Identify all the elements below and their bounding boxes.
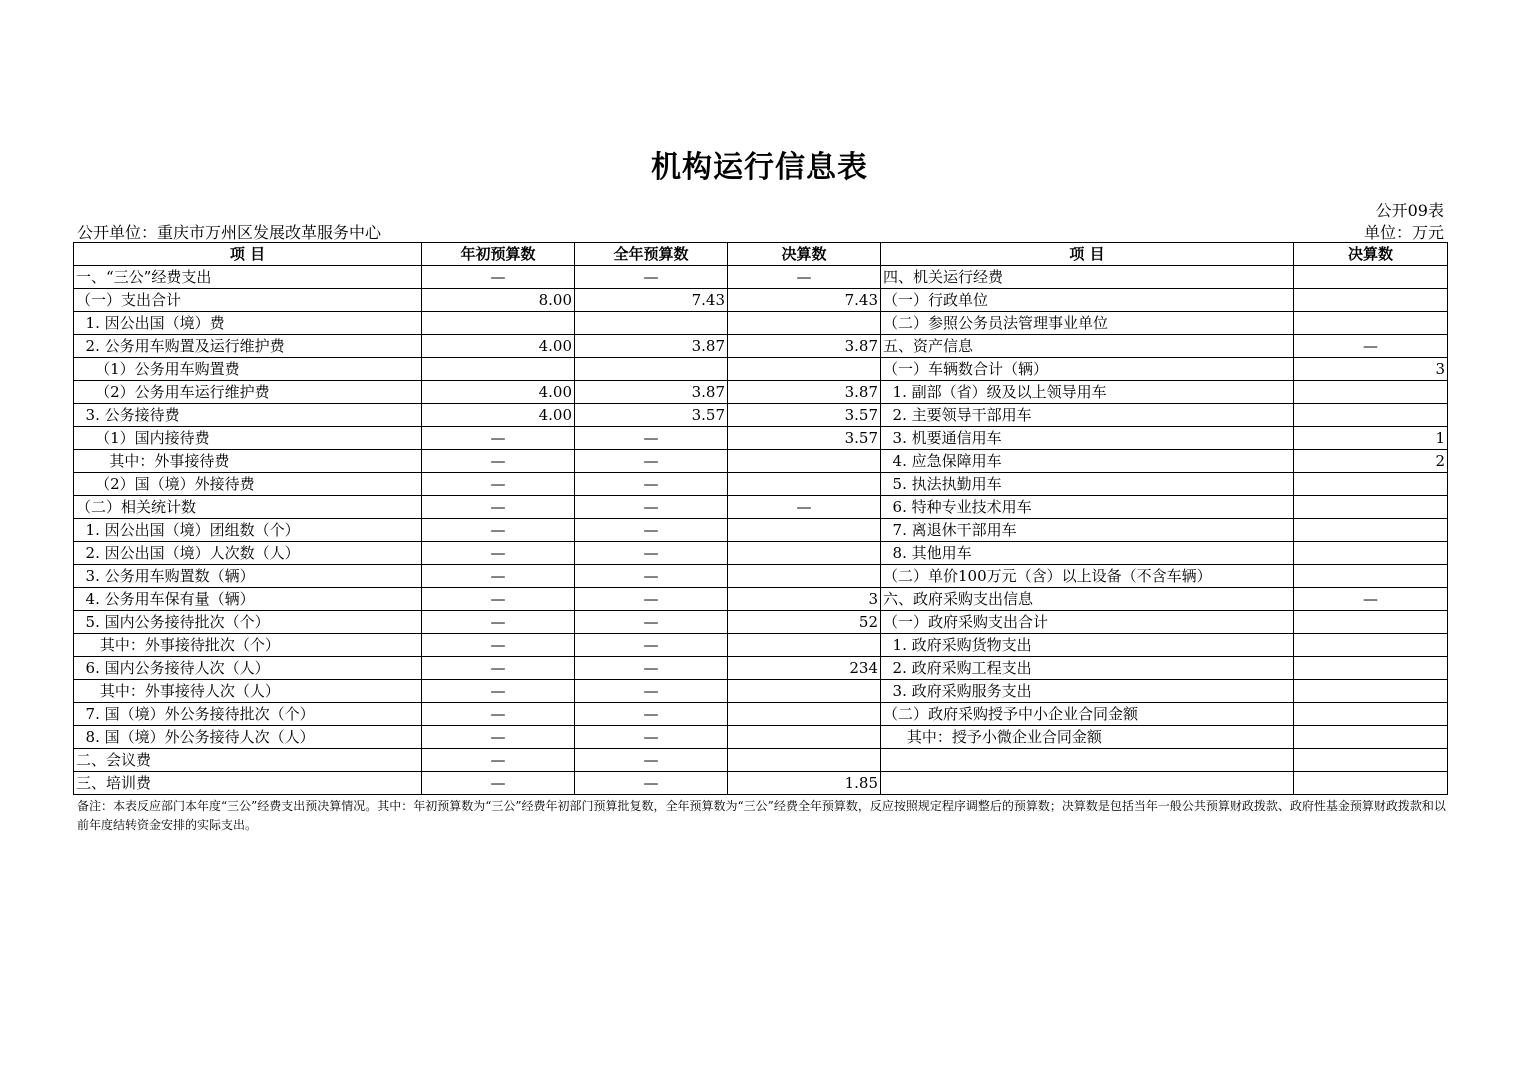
cell-final-account xyxy=(728,703,881,726)
cell-initial-budget: 8.00 xyxy=(422,289,575,312)
cell-final-account: 3.87 xyxy=(728,335,881,358)
cell-final-account-right: 1 xyxy=(1294,427,1448,450)
table-row xyxy=(74,703,1448,726)
cell-item-right: （一）政府采购支出合计 xyxy=(881,611,1294,634)
cell-item-left: 5. 国内公务接待批次（个） xyxy=(74,611,422,634)
cell-final-account: 7.43 xyxy=(728,289,881,312)
cell-final-account-right xyxy=(1294,381,1448,404)
table-row xyxy=(74,404,1448,427)
cell-final-account: 1.85 xyxy=(728,772,881,795)
cell-initial-budget: 4.00 xyxy=(422,404,575,427)
cell-initial-budget: — xyxy=(422,519,575,542)
cell-full-year-budget: 3.87 xyxy=(575,381,728,404)
cell-item-left: 其中：外事接待费 xyxy=(74,450,422,473)
cell-initial-budget: — xyxy=(422,634,575,657)
table-row xyxy=(74,565,1448,588)
cell-item-right: 1. 政府采购货物支出 xyxy=(881,634,1294,657)
footnote: 备注：本表反应部门本年度“三公”经费支出预决算情况。其中：年初预算数为“三公”经费年初部门预算批复数，全年预算数为“三公”经费全年预算数，反应按照规定程序调整后的预算数；决算数是包括当年一般公共预算财政拨款、政府性基金预算财政拨款和以前年度结转资金安排的实际支出。 xyxy=(77,799,1446,832)
cell-final-account: 234 xyxy=(728,657,881,680)
cell-item-left: 6. 国内公务接待人次（人） xyxy=(74,657,422,680)
cell-item-left: 其中：外事接待人次（人） xyxy=(74,680,422,703)
cell-final-account: 3 xyxy=(728,588,881,611)
cell-full-year-budget: — xyxy=(575,680,728,703)
cell-item-left: （二）相关统计数 xyxy=(74,496,422,519)
cell-final-account: 3.57 xyxy=(728,427,881,450)
cell-item-left: 2. 因公出国（境）人次数（人） xyxy=(74,542,422,565)
cell-final-account-right xyxy=(1294,266,1448,289)
table-row xyxy=(74,381,1448,404)
table-row xyxy=(74,726,1448,749)
cell-initial-budget: — xyxy=(422,266,575,289)
cell-initial-budget: — xyxy=(422,427,575,450)
table-row xyxy=(74,611,1448,634)
cell-item-right xyxy=(881,749,1294,772)
cell-item-left: （一）支出合计 xyxy=(74,289,422,312)
cell-initial-budget: 4.00 xyxy=(422,335,575,358)
cell-item-left: 其中：外事接待批次（个） xyxy=(74,634,422,657)
cell-final-account xyxy=(728,312,881,335)
cell-initial-budget: 4.00 xyxy=(422,381,575,404)
cell-initial-budget: — xyxy=(422,450,575,473)
cell-item-left: （1）国内接待费 xyxy=(74,427,422,450)
cell-item-right: （一）车辆数合计（辆） xyxy=(881,358,1294,381)
cell-final-account-right xyxy=(1294,703,1448,726)
cell-full-year-budget: — xyxy=(575,266,728,289)
table-row xyxy=(74,749,1448,772)
cell-final-account-right xyxy=(1294,404,1448,427)
page-title: 机构运行信息表 xyxy=(651,150,868,185)
cell-final-account xyxy=(728,749,881,772)
cell-final-account xyxy=(728,519,881,542)
table-row xyxy=(74,496,1448,519)
header-row xyxy=(74,243,1448,266)
cell-initial-budget: — xyxy=(422,473,575,496)
cell-full-year-budget: — xyxy=(575,450,728,473)
cell-item-left: 7. 国（境）外公务接待批次（个） xyxy=(74,703,422,726)
table-row xyxy=(74,634,1448,657)
cell-final-account xyxy=(728,358,881,381)
cell-item-right: 六、政府采购支出信息 xyxy=(881,588,1294,611)
cell-initial-budget: — xyxy=(422,565,575,588)
cell-final-account xyxy=(728,542,881,565)
currency-unit: 单位：万元 xyxy=(1363,223,1444,242)
cell-item-left: 1. 因公出国（境）费 xyxy=(74,312,422,335)
table-row xyxy=(74,335,1448,358)
cell-final-account-right xyxy=(1294,772,1448,795)
cell-final-account xyxy=(728,473,881,496)
table-row xyxy=(74,266,1448,289)
table-row xyxy=(74,450,1448,473)
cell-full-year-budget xyxy=(575,312,728,335)
cell-item-right: 5. 执法执勤用车 xyxy=(881,473,1294,496)
cell-initial-budget: — xyxy=(422,496,575,519)
cell-item-left: 2. 公务用车购置及运行维护费 xyxy=(74,335,422,358)
cell-initial-budget: — xyxy=(422,749,575,772)
cell-item-left: 3. 公务接待费 xyxy=(74,404,422,427)
cell-full-year-budget: — xyxy=(575,519,728,542)
cell-item-left: 一、“三公”经费支出 xyxy=(74,266,422,289)
cell-initial-budget: — xyxy=(422,772,575,795)
header-full-year-budget: 全年预算数 xyxy=(575,243,728,266)
cell-final-account xyxy=(728,634,881,657)
header-final-account: 决算数 xyxy=(728,243,881,266)
table-row xyxy=(74,427,1448,450)
cell-item-left: 三、培训费 xyxy=(74,772,422,795)
cell-initial-budget: — xyxy=(422,703,575,726)
cell-item-left: 4. 公务用车保有量（辆） xyxy=(74,588,422,611)
cell-item-right: 其中：授予小微企业合同金额 xyxy=(881,726,1294,749)
cell-final-account-right xyxy=(1294,565,1448,588)
table-row xyxy=(74,289,1448,312)
cell-full-year-budget: — xyxy=(575,427,728,450)
cell-item-left: 二、会议费 xyxy=(74,749,422,772)
cell-item-right: 五、资产信息 xyxy=(881,335,1294,358)
cell-final-account-right xyxy=(1294,473,1448,496)
cell-item-right: （二）单价100万元（含）以上设备（不含车辆） xyxy=(881,565,1294,588)
cell-initial-budget xyxy=(422,358,575,381)
cell-initial-budget: — xyxy=(422,680,575,703)
cell-full-year-budget: — xyxy=(575,496,728,519)
cell-full-year-budget: — xyxy=(575,703,728,726)
cell-item-right: 2. 政府采购工程支出 xyxy=(881,657,1294,680)
cell-item-left: 1. 因公出国（境）团组数（个） xyxy=(74,519,422,542)
table-code: 公开09表 xyxy=(1375,201,1444,220)
cell-initial-budget: — xyxy=(422,542,575,565)
cell-item-right: 7. 离退休干部用车 xyxy=(881,519,1294,542)
cell-item-right: （二）政府采购授予中小企业合同金额 xyxy=(881,703,1294,726)
cell-final-account-right xyxy=(1294,312,1448,335)
cell-item-right: 8. 其他用车 xyxy=(881,542,1294,565)
cell-item-right: 1. 副部（省）级及以上领导用车 xyxy=(881,381,1294,404)
cell-final-account: 52 xyxy=(728,611,881,634)
cell-item-left: （1）公务用车购置费 xyxy=(74,358,422,381)
cell-full-year-budget xyxy=(575,358,728,381)
cell-initial-budget xyxy=(422,312,575,335)
header-item-right: 项 目 xyxy=(881,243,1294,266)
cell-item-right: （二）参照公务员法管理事业单位 xyxy=(881,312,1294,335)
cell-full-year-budget: — xyxy=(575,634,728,657)
cell-item-left: 8. 国（境）外公务接待人次（人） xyxy=(74,726,422,749)
cell-final-account-right: — xyxy=(1294,335,1448,358)
cell-initial-budget: — xyxy=(422,657,575,680)
cell-final-account-right: 2 xyxy=(1294,450,1448,473)
cell-final-account-right: 3 xyxy=(1294,358,1448,381)
cell-final-account: — xyxy=(728,496,881,519)
table-row xyxy=(74,519,1448,542)
cell-item-right: 2. 主要领导干部用车 xyxy=(881,404,1294,427)
cell-final-account-right xyxy=(1294,634,1448,657)
cell-item-right: 6. 特种专业技术用车 xyxy=(881,496,1294,519)
cell-final-account xyxy=(728,726,881,749)
cell-item-right: 3. 政府采购服务支出 xyxy=(881,680,1294,703)
cell-final-account xyxy=(728,450,881,473)
cell-item-left: 3. 公务用车购置数（辆） xyxy=(74,565,422,588)
cell-initial-budget: — xyxy=(422,611,575,634)
cell-full-year-budget: 7.43 xyxy=(575,289,728,312)
header-initial-budget: 年初预算数 xyxy=(422,243,575,266)
cell-final-account-right xyxy=(1294,749,1448,772)
table-row xyxy=(74,680,1448,703)
cell-item-right: （一）行政单位 xyxy=(881,289,1294,312)
cell-final-account-right xyxy=(1294,289,1448,312)
cell-item-right: 四、机关运行经费 xyxy=(881,266,1294,289)
cell-full-year-budget: 3.87 xyxy=(575,335,728,358)
cell-item-left: （2）公务用车运行维护费 xyxy=(74,381,422,404)
table-row xyxy=(74,772,1448,795)
cell-initial-budget: — xyxy=(422,588,575,611)
cell-final-account-right xyxy=(1294,496,1448,519)
reporting-unit: 公开单位：重庆市万州区发展改革服务中心 xyxy=(77,223,382,242)
cell-full-year-budget: — xyxy=(575,772,728,795)
info-table xyxy=(73,242,1448,795)
cell-item-right: 4. 应急保障用车 xyxy=(881,450,1294,473)
cell-final-account-right xyxy=(1294,611,1448,634)
cell-final-account: — xyxy=(728,266,881,289)
table-row xyxy=(74,588,1448,611)
cell-item-left: （2）国（境）外接待费 xyxy=(74,473,422,496)
cell-final-account xyxy=(728,680,881,703)
header-final-account-right: 决算数 xyxy=(1294,243,1448,266)
cell-initial-budget: — xyxy=(422,726,575,749)
cell-final-account-right xyxy=(1294,519,1448,542)
table-row xyxy=(74,473,1448,496)
cell-final-account-right: — xyxy=(1294,588,1448,611)
cell-final-account-right xyxy=(1294,542,1448,565)
cell-final-account xyxy=(728,565,881,588)
cell-item-right xyxy=(881,772,1294,795)
cell-final-account: 3.57 xyxy=(728,404,881,427)
table-row xyxy=(74,312,1448,335)
table-row xyxy=(74,542,1448,565)
table-row xyxy=(74,358,1448,381)
cell-final-account-right xyxy=(1294,726,1448,749)
cell-full-year-budget: — xyxy=(575,542,728,565)
cell-full-year-budget: — xyxy=(575,726,728,749)
cell-full-year-budget: — xyxy=(575,749,728,772)
cell-final-account: 3.87 xyxy=(728,381,881,404)
cell-full-year-budget: — xyxy=(575,657,728,680)
cell-full-year-budget: — xyxy=(575,473,728,496)
cell-full-year-budget: — xyxy=(575,588,728,611)
cell-full-year-budget: — xyxy=(575,565,728,588)
table-row xyxy=(74,657,1448,680)
cell-item-right: 3. 机要通信用车 xyxy=(881,427,1294,450)
cell-full-year-budget: 3.57 xyxy=(575,404,728,427)
header-item-left: 项 目 xyxy=(74,243,422,266)
cell-full-year-budget: — xyxy=(575,611,728,634)
cell-final-account-right xyxy=(1294,680,1448,703)
cell-final-account-right xyxy=(1294,657,1448,680)
